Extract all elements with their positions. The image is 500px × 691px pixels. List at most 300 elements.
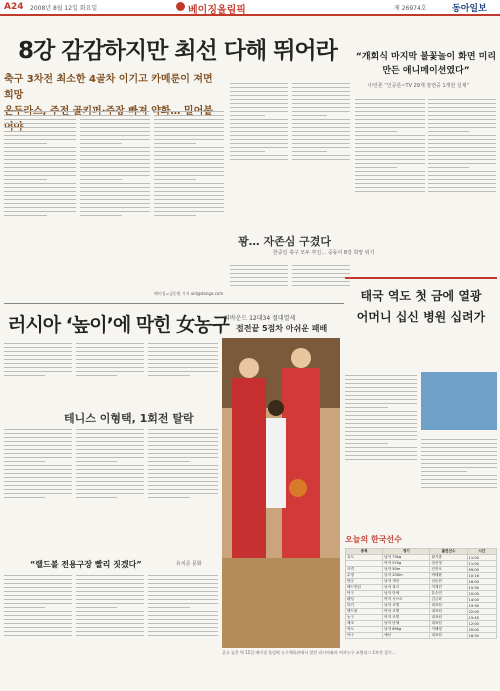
story1-byline: 베이징=김동원 기자 aid@donga.com (154, 291, 224, 296)
text-line (148, 489, 218, 490)
text-line (76, 473, 144, 474)
text-line (76, 607, 117, 608)
text-line (154, 179, 196, 180)
thai-box-title-1: 태국 역도 첫 금에 열광 (360, 289, 482, 303)
text-line (292, 269, 350, 270)
text-line (148, 371, 218, 372)
text-line (345, 403, 417, 404)
text-line (230, 95, 288, 96)
text-line (4, 611, 72, 612)
text-line (4, 575, 72, 576)
text-line (355, 187, 425, 188)
text-line (230, 111, 288, 112)
text-line (4, 469, 72, 470)
text-line (4, 615, 72, 616)
text-line (4, 497, 45, 498)
schedule-cell: 유도 (346, 555, 383, 561)
text-line (154, 203, 224, 204)
schedule-cell: 김금화 (430, 597, 467, 603)
text-line (428, 187, 496, 188)
text-line (76, 627, 144, 628)
text-line (80, 131, 150, 132)
text-line (428, 119, 496, 120)
text-line (292, 159, 350, 160)
text-line (4, 489, 72, 490)
schedule-cell: 11:00 (467, 555, 496, 561)
schedule-cell: 역도 (346, 627, 383, 633)
story2-body-col-1 (4, 340, 72, 404)
text-line (230, 91, 288, 92)
text-line (4, 139, 76, 140)
text-line (355, 143, 425, 144)
text-line (76, 615, 144, 616)
text-line (154, 147, 224, 148)
text-line (76, 359, 144, 360)
text-line (148, 591, 218, 592)
text-line (292, 127, 350, 128)
text-line (292, 139, 350, 140)
text-line (80, 111, 150, 112)
text-line (345, 399, 417, 400)
text-line (345, 387, 417, 388)
text-line (292, 107, 350, 108)
schedule-cell: 강신영 (430, 561, 467, 567)
text-line (292, 273, 350, 274)
text-line (230, 285, 288, 286)
weightlifter-photo (421, 372, 497, 430)
text-line (355, 111, 425, 112)
text-line (4, 207, 76, 208)
text-line (154, 187, 224, 188)
schedule-cell: 22:00 (467, 609, 496, 615)
schedule-header-cell: 경기 (383, 549, 430, 555)
divider (4, 303, 344, 304)
text-line (154, 151, 224, 152)
text-line (80, 119, 150, 120)
text-line (4, 429, 72, 430)
side-body-col-1 (230, 262, 288, 304)
page-number: A24 (4, 2, 24, 12)
text-line (4, 449, 72, 450)
text-line (4, 143, 47, 144)
schedule-header-cell: 출전선수 (430, 549, 467, 555)
text-line (355, 103, 425, 104)
text-line (345, 431, 417, 432)
side-headline: 꽝… 자존심 구겼다 (238, 235, 332, 248)
text-line (4, 215, 47, 216)
text-line (230, 83, 288, 84)
text-line (428, 171, 496, 172)
text-line (4, 367, 72, 368)
text-line (4, 363, 72, 364)
text-line (345, 383, 417, 384)
text-line (148, 607, 190, 608)
text-line (80, 163, 150, 164)
text-line (80, 171, 150, 172)
schedule-cell: 남자 단체 (383, 621, 430, 627)
text-line (421, 443, 497, 444)
text-line (292, 277, 350, 278)
schedule-cell: 16:00 (467, 579, 496, 585)
text-line (76, 579, 144, 580)
text-line (148, 635, 218, 636)
text-line (76, 575, 144, 576)
text-line (148, 343, 218, 344)
text-line (421, 471, 467, 472)
text-line (355, 123, 425, 124)
text-line (148, 493, 218, 494)
text-line (355, 99, 425, 100)
text-line (421, 467, 497, 468)
text-line (4, 445, 72, 446)
story1-body-col-1 (4, 108, 76, 298)
text-line (355, 131, 397, 132)
text-line (4, 631, 72, 632)
text-line (4, 607, 45, 608)
text-line (154, 139, 224, 140)
schedule-cell: 대표팀 (430, 615, 467, 621)
schedule-cell: 남자 단체 (383, 591, 430, 597)
text-line (230, 99, 288, 100)
text-line (76, 449, 144, 450)
text-line (76, 343, 144, 344)
text-line (428, 115, 496, 116)
text-line (76, 489, 144, 490)
text-line (148, 453, 218, 454)
pull-body-col-3 (148, 572, 218, 684)
text-line (148, 469, 218, 470)
text-line (345, 423, 417, 424)
text-line (4, 123, 76, 124)
text-line (4, 623, 72, 624)
text-line (428, 143, 496, 144)
story1-body-col-5 (292, 80, 350, 225)
text-line (428, 155, 496, 156)
text-line (4, 477, 72, 478)
text-line (230, 265, 288, 266)
text-line (345, 411, 417, 412)
text-line (421, 439, 497, 440)
text-line (4, 343, 72, 344)
schedule-cell: 남자 복식 (383, 585, 430, 591)
text-line (154, 211, 224, 212)
text-line (421, 487, 497, 488)
text-line (154, 191, 224, 192)
text-line (76, 453, 144, 454)
text-line (76, 457, 144, 458)
text-line (76, 363, 144, 364)
text-line (230, 277, 288, 278)
text-line (292, 135, 350, 136)
text-line (355, 183, 425, 184)
text-line (4, 151, 76, 152)
schedule-cell: 사격 (346, 567, 383, 573)
text-line (355, 167, 397, 168)
text-line (428, 99, 496, 100)
text-line (4, 183, 76, 184)
text-line (292, 103, 350, 104)
text-line (4, 199, 76, 200)
schedule-cell: 대표팀 (430, 633, 467, 639)
text-line (4, 591, 72, 592)
text-line (345, 455, 417, 456)
text-line (4, 481, 72, 482)
schedule-cell: 이배영 (430, 627, 467, 633)
text-line (428, 111, 496, 112)
text-line (345, 435, 417, 436)
text-line (230, 119, 288, 120)
text-line (428, 159, 496, 160)
schedule-cell: 남자 50m (383, 567, 430, 573)
story2-subhead-2: 접전끝 5점차 아쉬운 패배 (236, 324, 328, 333)
schedule-header-cell: 종목 (346, 549, 383, 555)
text-line (230, 123, 288, 124)
text-line (148, 457, 218, 458)
text-line (421, 455, 497, 456)
text-line (4, 583, 72, 584)
text-line (76, 583, 144, 584)
text-line (76, 619, 144, 620)
text-line (76, 485, 144, 486)
text-line (148, 351, 218, 352)
text-line (80, 115, 150, 116)
text-line (80, 211, 150, 212)
text-line (428, 139, 496, 140)
text-line (345, 443, 388, 444)
text-line (345, 375, 417, 376)
schedule-cell: 야구 (346, 633, 383, 639)
text-line (148, 449, 218, 450)
pull-headline: “랠드볼 전용구장 빨리 짓겠다” (30, 560, 142, 569)
text-line (355, 151, 425, 152)
text-line (148, 595, 218, 596)
text-line (148, 433, 218, 434)
schedule-title: 오늘의 한국선수 (345, 535, 402, 544)
tennis-body-col-1 (4, 426, 72, 554)
text-line (4, 171, 76, 172)
text-line (148, 473, 218, 474)
text-line (230, 87, 288, 88)
story2-body-col-2 (76, 340, 144, 404)
text-line (154, 199, 224, 200)
text-line (154, 171, 224, 172)
schedule-cell: 박태환 (430, 573, 467, 579)
text-line (4, 465, 72, 466)
schedule-cell: 진종오 (430, 567, 467, 573)
text-line (148, 461, 190, 462)
text-line (4, 437, 72, 438)
text-line (428, 179, 496, 180)
text-line (292, 281, 350, 282)
text-line (4, 441, 72, 442)
text-line (292, 123, 350, 124)
text-line (76, 591, 144, 592)
text-line (345, 391, 417, 392)
text-line (154, 143, 196, 144)
schedule-cell: 18:30 (467, 633, 496, 639)
schedule-cell: 여자 조별 (383, 615, 430, 621)
thai-box (345, 277, 497, 359)
text-line (148, 437, 218, 438)
text-line (148, 359, 218, 360)
schedule-header-cell: 시간 (467, 549, 496, 555)
text-line (80, 147, 150, 148)
schedule-cell: 20:00 (467, 627, 496, 633)
text-line (345, 379, 417, 380)
text-line (154, 131, 224, 132)
text-line (230, 135, 288, 136)
schedule-cell: 11:00 (467, 561, 496, 567)
schedule-cell: 남자 69kg (383, 627, 430, 633)
text-line (148, 587, 218, 588)
story1-body-col-2 (80, 108, 150, 298)
story2-subhead-1: 리바운드 12대34 절대열세 (224, 315, 296, 322)
text-line (355, 135, 425, 136)
schedule-cell: 10:00 (467, 591, 496, 597)
text-line (154, 159, 224, 160)
text-line (355, 159, 425, 160)
text-line (76, 611, 144, 612)
text-line (230, 269, 288, 270)
text-line (428, 131, 469, 132)
text-line (76, 603, 144, 604)
text-line (292, 119, 350, 120)
text-line (76, 429, 144, 430)
text-line (4, 179, 47, 180)
text-line (76, 433, 144, 434)
text-line (76, 355, 144, 356)
text-line (148, 579, 218, 580)
schedule-cell: 15:30 (467, 585, 496, 591)
basketball-photo-art (222, 338, 340, 648)
text-line (76, 587, 144, 588)
text-line (4, 603, 72, 604)
text-line (355, 175, 425, 176)
text-line (355, 107, 425, 108)
text-line (428, 135, 496, 136)
text-line (4, 135, 76, 136)
text-line (76, 631, 144, 632)
text-line (148, 611, 218, 612)
schedule-cell: 여자 조별 (383, 609, 430, 615)
text-line (230, 151, 265, 152)
text-line (76, 461, 117, 462)
text-line (345, 427, 417, 428)
thai-body-col-1 (345, 372, 417, 530)
text-line (154, 163, 224, 164)
text-line (4, 457, 72, 458)
text-line (355, 139, 425, 140)
text-line (4, 355, 72, 356)
text-line (428, 103, 496, 104)
schedule-cell: 체조 (346, 621, 383, 627)
text-line (4, 587, 72, 588)
text-line (345, 439, 417, 440)
text-line (148, 367, 218, 368)
text-line (80, 203, 150, 204)
text-line (4, 163, 76, 164)
text-line (292, 83, 350, 84)
text-line (345, 419, 417, 420)
text-line (4, 167, 76, 168)
text-line (4, 195, 76, 196)
text-line (148, 627, 218, 628)
text-line (345, 451, 417, 452)
text-line (230, 127, 288, 128)
text-line (230, 155, 288, 156)
text-line (76, 477, 144, 478)
schedule-cell: 10:16 (467, 573, 496, 579)
text-line (80, 155, 150, 156)
text-line (428, 147, 496, 148)
schedule-cell: 대표팀 (430, 621, 467, 627)
side-subhead: 한중일 축구 모두 부진… 중동이 8강 희망 위기 (273, 250, 375, 256)
text-line (4, 111, 76, 112)
text-line (428, 167, 469, 168)
text-line (4, 351, 72, 352)
text-line (4, 619, 72, 620)
text-line (80, 175, 150, 176)
text-line (4, 493, 72, 494)
text-line (76, 367, 144, 368)
text-line (355, 191, 425, 192)
basketball-photo (222, 338, 340, 648)
text-line (292, 95, 350, 96)
text-line (80, 215, 122, 216)
text-line (76, 599, 144, 600)
text-line (154, 135, 224, 136)
text-line (76, 351, 144, 352)
text-line (76, 347, 144, 348)
text-line (292, 143, 350, 144)
text-line (421, 451, 497, 452)
text-line (148, 575, 218, 576)
text-line (76, 465, 144, 466)
tennis-headline: 테니스 이형택, 1회전 탈락 (64, 412, 194, 425)
text-line (4, 595, 72, 596)
text-line (355, 179, 425, 180)
text-line (230, 147, 288, 148)
text-line (148, 375, 190, 376)
text-line (148, 363, 218, 364)
quote-body-col-2 (428, 96, 496, 264)
schedule-cell: 양궁 (346, 579, 383, 585)
text-line (80, 159, 150, 160)
text-line (76, 375, 117, 376)
text-line (148, 497, 190, 498)
text-line (76, 437, 144, 438)
text-line (4, 473, 72, 474)
text-line (230, 159, 288, 160)
schedule-cell: 유승민 (430, 591, 467, 597)
text-line (345, 447, 417, 448)
text-line (230, 139, 288, 140)
schedule-cell: 펜싱 (346, 597, 383, 603)
text-line (4, 599, 72, 600)
schedule-cell: 핸드볼 (346, 609, 383, 615)
schedule-cell: 탁구 (346, 591, 383, 597)
text-line (154, 167, 224, 168)
story1-headline: 8강 감감하지만 최선 다해 뛰어라 (18, 38, 337, 64)
pull-body-col-1 (4, 572, 72, 684)
thai-box-title-2: 어머니 십신 병원 십려가 (356, 310, 486, 324)
schedule-cell: 예선 (383, 633, 430, 639)
text-line (4, 115, 76, 116)
schedule-cell: 15:45 (467, 615, 496, 621)
quote-body-col-1 (355, 96, 425, 264)
text-line (4, 375, 45, 376)
text-line (80, 199, 150, 200)
